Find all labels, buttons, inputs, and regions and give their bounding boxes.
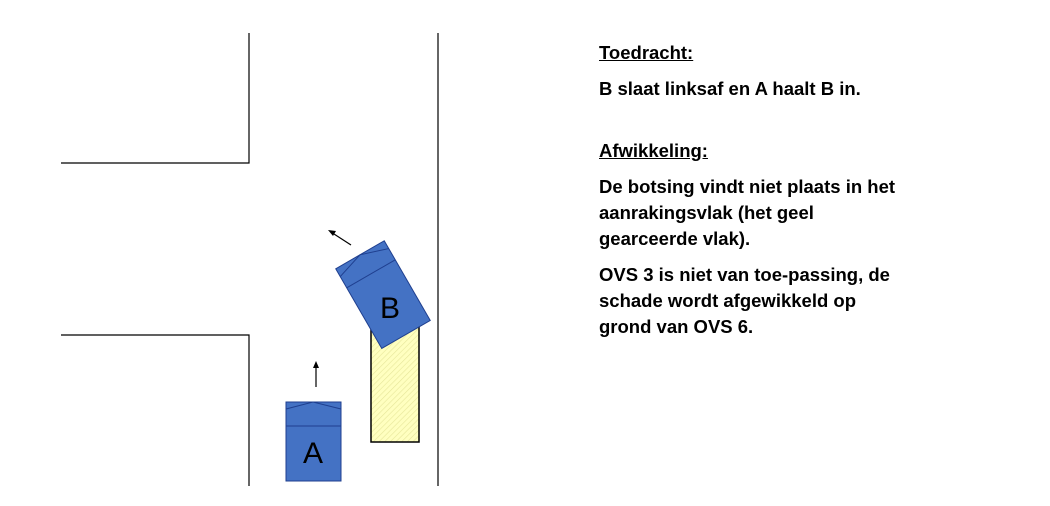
car-a-label: A	[302, 437, 324, 470]
toedracht-heading: Toedracht:	[599, 42, 694, 63]
car-a-direction-arrow	[313, 361, 319, 387]
afwikkeling-heading: Afwikkeling:	[599, 140, 708, 161]
toedracht-body: B slaat linksaf en A haalt B in.	[599, 78, 861, 99]
car-a	[286, 402, 341, 481]
afwikkeling-body-2: OVS 3 is niet van toe-passing, de schade wordt afgewikkeld op grond van OVS 6.	[599, 264, 890, 337]
road-edge-bottom-left	[61, 335, 249, 486]
car-b-label: B	[379, 292, 401, 325]
road-edge-top-left	[61, 33, 249, 163]
car-b-direction-arrow	[328, 230, 351, 245]
explanation-panel	[599, 40, 899, 340]
afwikkeling-body-1: De botsing vindt niet plaats in het aanrakingsvlak (het geel gearceerde vlak).	[599, 176, 896, 249]
